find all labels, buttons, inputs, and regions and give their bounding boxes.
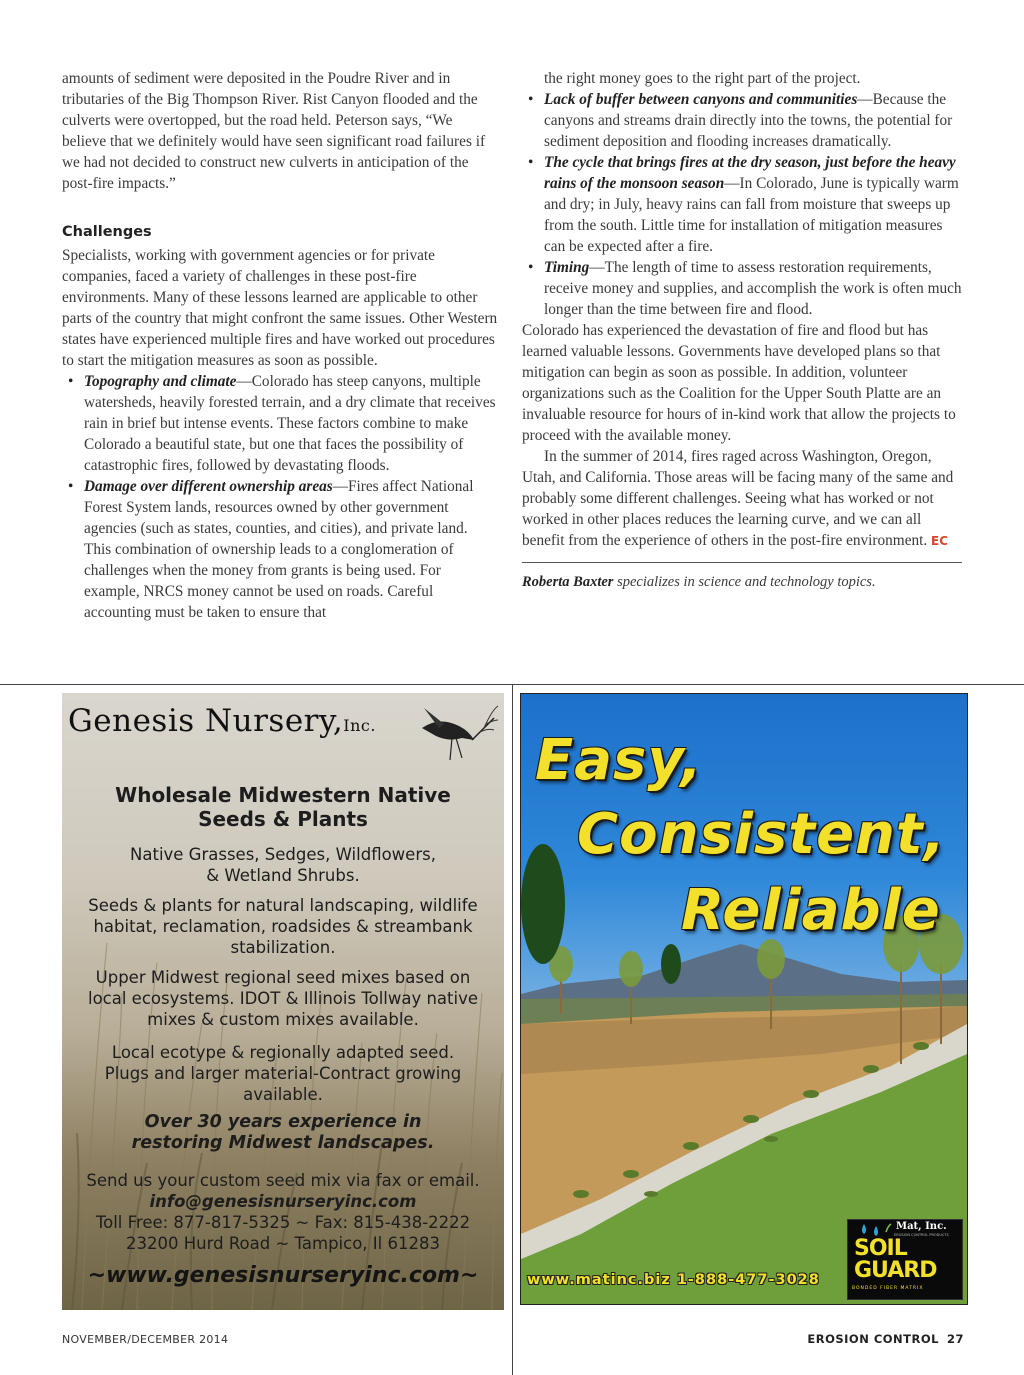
author-bio bbox=[522, 572, 962, 593]
magazine-name: EROSION CONTROL bbox=[807, 1332, 939, 1346]
ad-line: Local ecotype & regionally adapted seed. bbox=[111, 1043, 455, 1062]
paragraph bbox=[522, 446, 962, 552]
bullet-term: Timing bbox=[544, 259, 590, 276]
bullet-term: Topography and climate bbox=[84, 373, 237, 390]
ad-text-block bbox=[62, 1042, 504, 1105]
ad-contact-block bbox=[62, 1170, 504, 1254]
page-number: 27 bbox=[946, 1332, 964, 1346]
ad-line: Send us your custom seed mix via fax or email. bbox=[86, 1171, 480, 1190]
paragraph: amounts of sediment were deposited in the Poudre River and in tributaries of the Big Thompson River. Rist Canyon flooded and the culverts were overtopped, but the road held. Peterson says, “We believe that we definitely would have seen significant road failures if we had not decided to construct new culverts in anticipation of the post-fire impacts.” bbox=[62, 70, 486, 192]
bullet-term: The cycle that brings fires at the dry season, just before the heavy rains of the monsoon season bbox=[544, 154, 956, 192]
bullet-text: —In Colorado, June is typically warm and dry; in July, heavy rains can fall from moisture that sweeps up from the south. Little time for installation of mitigation measures can be expected after a fire. bbox=[544, 175, 959, 255]
bullet-term: Lack of buffer between canyons and communities bbox=[544, 91, 858, 108]
ad-text-block bbox=[62, 967, 504, 1030]
ad-line: mixes & custom mixes available. bbox=[147, 1010, 419, 1029]
postal-address: 23200 Hurd Road ~ Tampico, Il 61283 bbox=[126, 1234, 440, 1253]
section-heading: Challenges bbox=[62, 224, 152, 240]
ad-line: local ecosystems. IDOT & Illinois Tollway native bbox=[87, 989, 479, 1008]
list-item bbox=[522, 152, 962, 257]
bullet-list bbox=[522, 89, 962, 320]
headline-line: Seeds & Plants bbox=[198, 807, 368, 831]
bullet-list bbox=[62, 371, 498, 623]
ad-line: available. bbox=[243, 1085, 323, 1104]
bullet-text: —Fires affect National Forest System lands, resources owned by other government agencies (such as states, counties, and cities), and private land. This combination of ownership leads to a conglomeration of challenges when the money from grants is being used. For example, NRCS money cannot be used on roads. Careful accounting must be taken to ensure that bbox=[84, 478, 474, 621]
ad-headline: Easy, bbox=[535, 728, 703, 793]
ad-headline: Consistent, bbox=[577, 802, 946, 867]
ad-line: Over 30 years experience in bbox=[144, 1112, 422, 1132]
ad-line: Plugs and larger material-Contract growing bbox=[104, 1064, 462, 1083]
bullet-text: —Because the canyons and streams drain directly into the towns, the potential for sediment deposition and flooding increases dramatically. bbox=[544, 91, 953, 150]
bullet-text: —Colorado has steep canyons, multiple watersheds, heavily forested terrain, and a dry climate that receives rain in brief but intense events. These factors combine to make Colorado a beautiful state, but one that faces the possibility of catastrophic fires, followed by devastating floods. bbox=[84, 373, 496, 474]
advertisement-soil-guard[interactable] bbox=[520, 693, 968, 1305]
ad-line: habitat, reclamation, roadsides & streambank bbox=[93, 917, 473, 936]
article-column-right bbox=[522, 68, 962, 593]
end-mark: EC bbox=[931, 534, 949, 548]
list-item bbox=[522, 257, 962, 320]
bullet-text: —The length of time to assess restoration requirements, receive money and supplies, and accomplish the work is often much longer than the time between fire and flood. bbox=[544, 259, 962, 318]
divider bbox=[522, 562, 962, 563]
running-footer bbox=[807, 1332, 964, 1346]
article-column-left bbox=[62, 68, 498, 623]
ad-brand-name bbox=[68, 703, 376, 739]
bullet-term: Damage over different ownership areas bbox=[84, 478, 333, 495]
ad-headline bbox=[62, 783, 504, 831]
ad-tagline bbox=[62, 1112, 504, 1154]
author-name: Roberta Baxter bbox=[522, 574, 614, 590]
paragraph-continuation: the right money goes to the right part of the project. bbox=[544, 70, 861, 87]
logo-word: SOIL bbox=[854, 1236, 907, 1261]
list-item bbox=[62, 476, 498, 623]
divider bbox=[512, 684, 513, 1375]
ad-contact-line[interactable]: www.matinc.biz 1-888-477-3028 bbox=[527, 1272, 820, 1288]
ad-line: restoring Midwest landscapes. bbox=[131, 1133, 435, 1153]
brand-suffix: Inc. bbox=[343, 716, 376, 735]
advertisement-genesis-nursery[interactable] bbox=[62, 693, 504, 1310]
ad-line: Upper Midwest regional seed mixes based on bbox=[95, 968, 471, 987]
paragraph: Specialists, working with government agencies or for private companies, faced a variety of challenges in these post-fire environments. Many of these lessons learned are applicable to other parts of the country that might confront the same issues. Other Western states have experienced multiple fires and have worked out procedures to start the mitigation measures as soon as possible. bbox=[62, 247, 498, 369]
bird-logo-icon bbox=[414, 698, 499, 768]
logo-word: GUARD bbox=[854, 1258, 937, 1283]
logo-company: Mat, Inc. bbox=[896, 1221, 947, 1232]
website-link[interactable]: ~www.genesisnurseryinc.com~ bbox=[87, 1263, 479, 1288]
ad-text-block bbox=[62, 844, 504, 886]
phone-numbers: Toll Free: 877-817-5325 ~ Fax: 815-438-2222 bbox=[95, 1213, 471, 1232]
logo-small-text: EROSION CONTROL PRODUCTS bbox=[894, 1233, 949, 1237]
issue-date: NOVEMBER/DECEMBER 2014 bbox=[62, 1333, 229, 1346]
ad-line: stabilization. bbox=[230, 938, 336, 957]
paragraph-text: In the summer of 2014, fires raged across Washington, Oregon, Utah, and California. Those areas will be facing many of the same and probably some different challenges. Seeing what has worked or not worked in other places reduces the learning curve, and we can all benefit from the experience of others in the post-fire environment. bbox=[522, 448, 954, 549]
headline-line: Wholesale Midwestern Native bbox=[115, 783, 451, 807]
soil-guard-logo bbox=[847, 1219, 963, 1300]
author-bio-text: specializes in science and technology topics. bbox=[613, 574, 876, 590]
list-item bbox=[522, 89, 962, 152]
email-link[interactable]: info@genesisnurseryinc.com bbox=[149, 1192, 417, 1211]
brand-name-text: Genesis Nursery, bbox=[68, 703, 344, 739]
ad-line: Native Grasses, Sedges, Wildflowers, bbox=[130, 845, 436, 864]
logo-tagline: BONDED FIBER MATRIX bbox=[852, 1286, 924, 1291]
ad-headline: Reliable bbox=[681, 878, 941, 943]
ad-line: Seeds & plants for natural landscaping, wildlife bbox=[88, 896, 478, 915]
ad-line: & Wetland Shrubs. bbox=[206, 866, 360, 885]
paragraph: Colorado has experienced the devastation of fire and flood but has learned valuable lessons. Governments have developed plans so that mitigation can begin as soon as possible. In addition, volunteer organizations such as the Coalition for the Upper South Platte are an invaluable resource for hours of in-kind work that allow the projects to proceed with the available money. bbox=[522, 322, 956, 444]
list-item bbox=[62, 371, 498, 476]
ad-text-block bbox=[62, 895, 504, 958]
